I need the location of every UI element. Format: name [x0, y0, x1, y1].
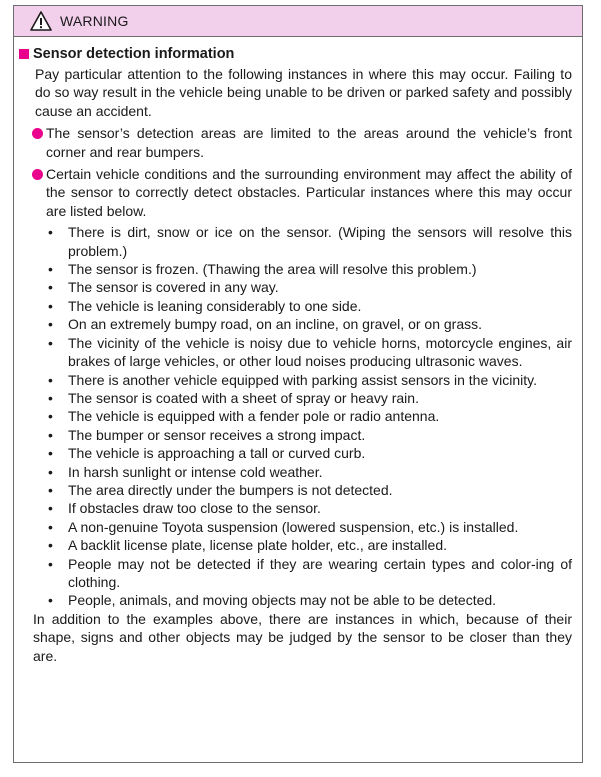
bullet-dot-icon: • — [48, 261, 53, 278]
warning-header — [14, 6, 582, 37]
list-item-text: The vehicle is approaching a tall or curved curb. — [68, 445, 366, 462]
bullet-dot-icon: • — [48, 592, 53, 609]
bullet-dot-icon: • — [48, 389, 53, 406]
list-item-text: On an extremely bumpy road, on an incline, on gravel, or on grass. — [68, 316, 482, 333]
circle-bullet-icon — [32, 169, 43, 180]
list-item — [19, 536, 572, 554]
list-item-text: The sensor is covered in any way. — [68, 279, 279, 296]
list-item-text: There is dirt, snow or ice on the sensor. (Wiping the sensors will resolve this problem.) — [68, 224, 572, 259]
circle-point-text: The sensor’s detection areas are limited to the areas around the vehicle’s front corner and rear bumpers. — [46, 125, 572, 160]
bullet-dot-icon: • — [48, 334, 53, 351]
list-item-text: In harsh sunlight or intense cold weather. — [68, 463, 323, 480]
bullet-dot-icon: • — [48, 224, 53, 241]
bullet-dot-icon: • — [48, 297, 53, 314]
circle-point-text: Certain vehicle conditions and the surrounding environment may affect the ability of the sensor to correctly detect obstacles. Particular instances where this may occur are listed below. — [46, 166, 572, 219]
list-item — [19, 555, 572, 592]
list-item-text: The bumper or sensor receives a strong impact. — [68, 426, 366, 443]
list-item — [19, 591, 572, 609]
circle-bullet-icon — [32, 128, 43, 139]
list-item-text: The vicinity of the vehicle is noisy due to vehicle horns, motorcycle engines, air brakes of large vehicles, or other loud noises producing ultrasonic waves. — [68, 334, 572, 370]
list-item-text: If obstacles draw too close to the sensor. — [68, 500, 321, 517]
circle-point — [19, 124, 572, 161]
list-item — [19, 426, 572, 444]
list-item — [19, 371, 572, 389]
list-item — [19, 260, 572, 278]
list-item-text: A backlit license plate, license plate holder, etc., are installed. — [68, 537, 447, 554]
closing-paragraph: In addition to the examples above, there are instances in which, because of their shape, signs and other objects may be judged by the sensor to be closer than they are. — [33, 610, 572, 664]
list-item — [19, 463, 572, 481]
bullet-dot-icon: • — [48, 481, 53, 498]
list-item-text: The vehicle is equipped with a fender pole or radio antenna. — [68, 408, 440, 425]
list-item — [19, 389, 572, 407]
bullet-dot-icon: • — [48, 537, 53, 554]
list-item-text: The area directly under the bumpers is not detected. — [68, 481, 393, 498]
list-item-text: The sensor is frozen. (Thawing the area will resolve this problem.) — [68, 261, 477, 278]
list-item — [19, 407, 572, 425]
bullet-dot-icon: • — [48, 445, 53, 462]
section-square-icon — [19, 49, 29, 59]
list-item — [19, 499, 572, 517]
list-item — [19, 315, 572, 333]
list-item — [19, 444, 572, 462]
bullet-dot-icon: • — [48, 518, 53, 535]
condition-list — [19, 223, 572, 610]
list-item — [19, 334, 572, 371]
list-item — [19, 518, 572, 536]
list-item — [19, 297, 572, 315]
section-title-text: Sensor detection information — [33, 46, 235, 62]
bullet-dot-icon: • — [48, 371, 53, 388]
bullet-dot-icon: • — [48, 279, 53, 296]
bullet-dot-icon: • — [48, 316, 53, 333]
warning-box — [13, 5, 583, 763]
bullet-dot-icon: • — [48, 408, 53, 425]
list-item — [19, 278, 572, 296]
warning-triangle-icon — [30, 11, 52, 31]
list-item-text: People may not be detected if they are wearing certain types and color-ing of clothing. — [68, 555, 572, 590]
bullet-dot-icon: • — [48, 463, 53, 480]
list-item-text: There is another vehicle equipped with parking assist sensors in the vicinity. — [68, 371, 537, 388]
list-item-text: The vehicle is leaning considerably to one side. — [68, 297, 362, 314]
list-item-text: People, animals, and moving objects may not be able to be detected. — [68, 592, 497, 609]
section-title — [19, 46, 572, 62]
bullet-dot-icon: • — [48, 500, 53, 517]
list-item-text: A non-genuine Toyota suspension (lowered suspension, etc.) is installed. — [68, 518, 519, 535]
list-item — [19, 481, 572, 499]
bullet-dot-icon: • — [48, 555, 53, 572]
circle-point — [19, 165, 572, 220]
intro-paragraph: Pay particular attention to the following instances in where this may occur. Failing to do so way result in the vehicle being unable to be driven or parked safety and possibly cause an accident. — [35, 66, 572, 119]
warning-content — [14, 37, 582, 665]
bullet-dot-icon: • — [48, 426, 53, 443]
warning-header-label: WARNING — [60, 13, 129, 29]
list-item — [19, 223, 572, 260]
list-item-text: The sensor is coated with a sheet of spray or heavy rain. — [68, 389, 419, 406]
